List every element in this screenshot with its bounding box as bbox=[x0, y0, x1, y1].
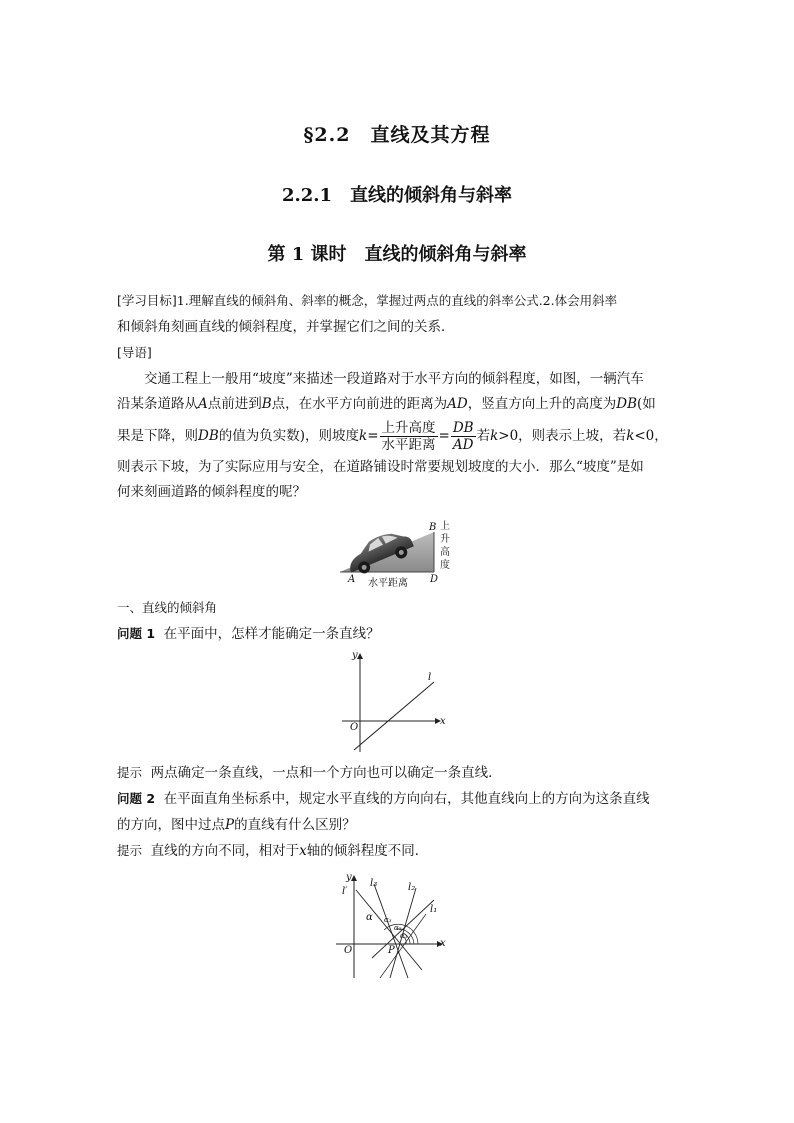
question-2-text-2: 的方向，图中过点P的直线有什么区别？ bbox=[117, 817, 356, 833]
question-2 bbox=[117, 786, 679, 838]
intro-line-1: 交通工程上一般用“坡度”来描述一段道路对于水平方向的倾斜程度，如图，一辆汽车 bbox=[144, 371, 644, 387]
graph2-line-l2-label: l₂ bbox=[408, 882, 416, 893]
graph1-y-label: y bbox=[352, 650, 358, 661]
car-label-b: B bbox=[429, 522, 437, 533]
hint-1-text: 两点确定一条直线，一点和一个方向也可以确定一条直线． bbox=[150, 765, 502, 781]
intro-line-5: 何来刻画道路的倾斜程度的呢？ bbox=[117, 484, 306, 500]
objectives-paragraph bbox=[117, 288, 679, 340]
intro-line-2: 沿某条道路从A点前进到B点，在水平方向前进的距离为AD，竖直方向上升的高度为DB(如 bbox=[117, 396, 656, 412]
lesson-title: 第 1 课时 直线的倾斜角与斜率 bbox=[267, 244, 527, 265]
intro-line-4: 则表示下坡，为了实际应用与安全，在道路铺设时常要规划坡度的大小．那么“坡度”是如 bbox=[117, 459, 644, 475]
graph1-line-label: l bbox=[428, 672, 432, 683]
line-graph-2 bbox=[334, 870, 450, 982]
car-slope-figure bbox=[336, 522, 458, 590]
graph2-origin-label: O bbox=[344, 945, 353, 956]
graph1-origin-label: O bbox=[350, 722, 359, 733]
line-graph-1 bbox=[340, 648, 450, 756]
graph1-x-label: x bbox=[440, 716, 446, 727]
hint-2: 提示 直线的方向不同，相对于x轴的倾斜程度不同． bbox=[117, 843, 429, 859]
car-label-d: D bbox=[430, 574, 439, 585]
objectives-text-2: 和倾斜角刻画直线的倾斜程度，并掌握它们之间的关系． bbox=[117, 319, 455, 335]
intro-paragraph bbox=[117, 367, 679, 505]
hint-2-label: 提示 bbox=[117, 843, 143, 858]
car-label-rise: 上 升 高 度 bbox=[440, 521, 450, 571]
car-label-horizontal: 水平距离 bbox=[368, 578, 408, 589]
graph2-x-label: x bbox=[440, 938, 446, 949]
question-2-label: 问题 2 bbox=[117, 791, 156, 806]
graph2-angle-a2-label: α₂ bbox=[394, 924, 402, 932]
graph2-angle-alpha-label: α bbox=[366, 912, 373, 923]
subsection-title: 2.2.1 直线的倾斜角与斜率 bbox=[281, 185, 513, 206]
slope-fraction-words: $\frac{\text{上升高度}}{\text{水平距离}}$ bbox=[381, 420, 436, 453]
graph2-y-label: y bbox=[346, 872, 352, 883]
hint-1-label: 提示 bbox=[117, 765, 143, 780]
intro-label: [导语] bbox=[117, 345, 152, 360]
line-graph-1-axes bbox=[340, 648, 450, 756]
question-1-text: 在平面中，怎样才能确定一条直线？ bbox=[163, 626, 380, 642]
car-label-a: A bbox=[348, 574, 356, 585]
intro-line-3: 果是下降，则DB的值为负实数)，则坡度k= $\frac{\text{上升高度}}{\text{水平距离}}$ = $\frac{DB}{AD}$ 若k>0，则表示上坡，若k<0， bbox=[117, 420, 668, 453]
graph2-angle-a1-label: α₁ bbox=[400, 932, 408, 940]
question-2-text-1: 在平面直角坐标系中，规定水平直线的方向向右，其他直线向上的方向为这条直线 bbox=[163, 791, 650, 807]
graph2-point-p-label: P bbox=[388, 945, 395, 956]
question-1-label: 问题 1 bbox=[117, 626, 156, 641]
slope-fraction-symbols: $\frac{DB}{AD}$ bbox=[452, 420, 474, 453]
graph2-line-l3-label: l₃ bbox=[370, 878, 378, 889]
section-heading-inclination: 一、直线的倾斜角 bbox=[117, 600, 218, 615]
graph2-line-l-prime-label: l′ bbox=[342, 886, 348, 897]
hint-1 bbox=[117, 760, 679, 786]
graph2-angle-a3-label: α₃ bbox=[384, 916, 392, 924]
line-graph-2-lines bbox=[334, 870, 450, 982]
graph2-line-l1-label: l₁ bbox=[430, 904, 438, 915]
section-title: §2.2 直线及其方程 bbox=[303, 124, 491, 146]
objectives-text-1: 1.理解直线的倾斜角、斜率的概念，掌握过两点的直线的斜率公式.2.体会用斜率 bbox=[176, 293, 618, 308]
objectives-label: [学习目标] bbox=[117, 293, 177, 308]
question-1 bbox=[117, 621, 679, 647]
